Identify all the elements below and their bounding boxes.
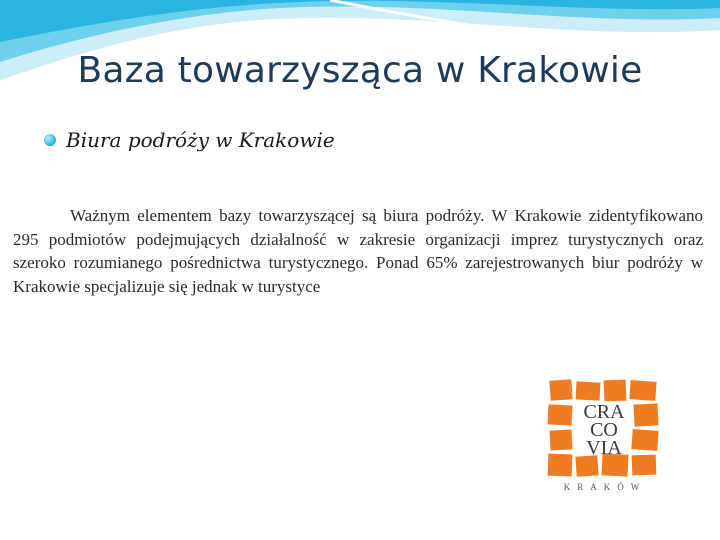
cracovia-logo [546,378,664,498]
logo-line-2: CO [590,419,618,441]
logo-line-3: VIA [586,437,622,459]
bullet-item [44,128,335,152]
logo-caption: KRAKÓW [563,482,647,492]
slide-title: Baza towarzysząca w Krakowie [77,50,643,91]
bullet-icon [44,134,56,146]
logo-line-1: CRA [583,401,625,423]
scanned-text-excerpt: Ważnym elementem bazy towarzyszącej są biura podróży. W Krakowie zidentyfikowano 295 podmiotów podejmujących działalność w zakresie organizacji imprez turystycznych oraz szeroko rozumianego pośrednictwa turystycznego. Ponad 65% zarejestrowanych biur podróży w Krakowie specjalizuje się jednak w turystyce [13,206,703,296]
bullet-text: Biura podróży w Krakowie [66,128,335,152]
